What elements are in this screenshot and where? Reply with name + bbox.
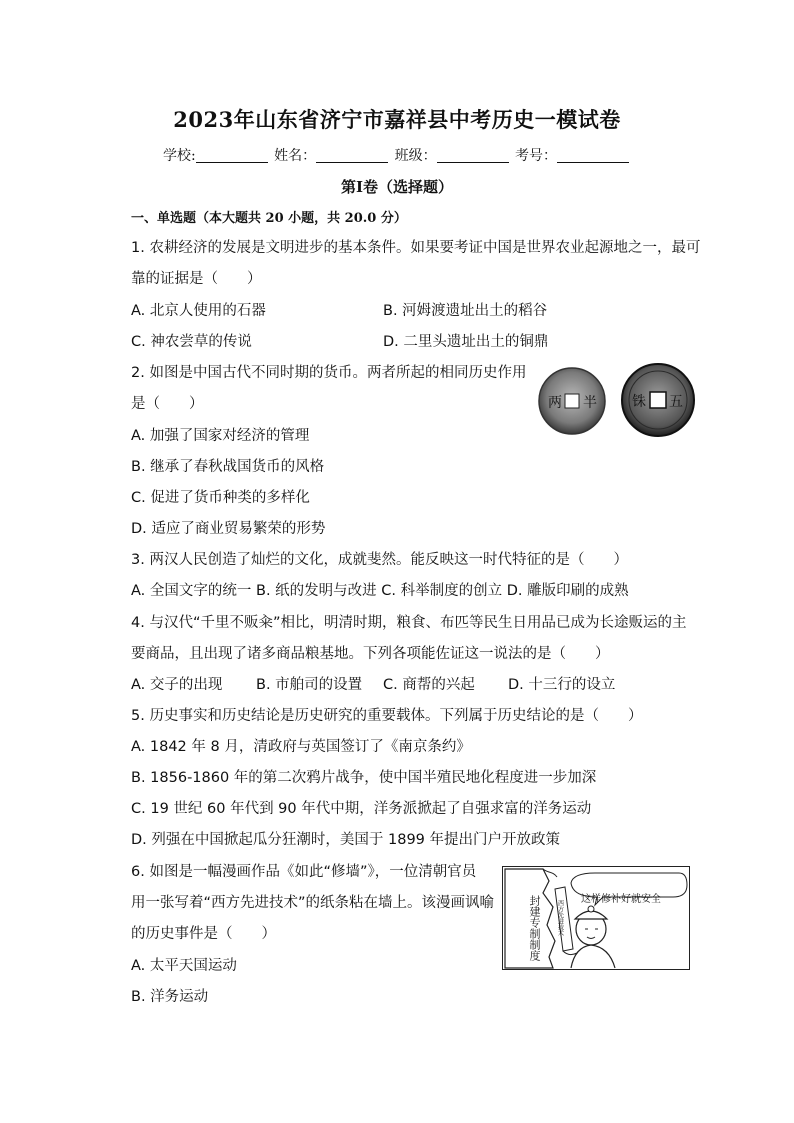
- q1-option-c: C. 神农尝草的传说: [131, 334, 252, 350]
- banliang-coin: [539, 368, 605, 434]
- school-blank: [196, 147, 268, 163]
- q4-option-b: B. 市舶司的设置: [256, 677, 363, 693]
- wuzhu-coin: [622, 364, 694, 436]
- coins-illustration: [536, 360, 696, 440]
- q2-option-d: D. 适应了商业贸易繁荣的形势: [131, 521, 326, 537]
- q6-stem-line-3: 的历史事件是（ ）: [131, 926, 276, 942]
- cartoon-speech-text: 这样修补好就安全: [581, 894, 661, 905]
- exam-number-blank: [557, 147, 629, 163]
- q4-option-a: A. 交子的出现: [131, 677, 223, 693]
- q2-stem-line-2: 是（ ）: [131, 396, 204, 412]
- q2-option-c: C. 促进了货币种类的多样化: [131, 490, 310, 506]
- q4-option-c: C. 商帮的兴起: [383, 677, 475, 693]
- q1-stem-line-1: 1. 农耕经济的发展是文明进步的基本条件。如果要考证中国是世界农业起源地之一，最可: [131, 240, 701, 256]
- q5-option-d: D. 列强在中国掀起瓜分狂潮时，美国于 1899 年提出门户开放政策: [131, 832, 561, 848]
- q1-option-b: B. 河姆渡遗址出土的稻谷: [383, 303, 548, 319]
- q1-option-a: A. 北京人使用的石器: [131, 303, 266, 319]
- student-info-row: [0, 145, 794, 165]
- q1-option-d: D. 二里头遗址出土的铜鼎: [383, 334, 549, 350]
- q3-stem-line-1: 3. 两汉人民创造了灿烂的文化，成就斐然。能反映这一时代特征的是（ ）: [131, 552, 628, 568]
- section-title: 一、单选题（本大题共 20 小题，共 20.0 分）: [131, 211, 407, 226]
- q6-option-a: A. 太平天国运动: [131, 958, 237, 974]
- class-label: 班级：: [394, 148, 437, 164]
- q2-option-b: B. 继承了春秋战国货币的风格: [131, 459, 325, 475]
- name-label: 姓名：: [274, 148, 317, 164]
- part-title: 第I卷（选择题）: [340, 178, 454, 196]
- exam-title: 2023年山东省济宁市嘉祥县中考历史一模试卷: [173, 107, 621, 132]
- cartoon-paper-text: 西方先进技术: [556, 900, 564, 936]
- q2-stem-line-1: 2. 如图是中国古代不同时期的货币。两者所起的相同历史作用: [131, 365, 527, 381]
- class-blank: [437, 147, 509, 163]
- q5-option-a: A. 1842 年 8 月，清政府与英国签订了《南京条约》: [131, 739, 471, 755]
- q5-option-b: B. 1856-1860 年的第二次鸦片战争，使中国半殖民地化程度进一步加深: [131, 770, 597, 786]
- q6-stem-line-2: 用一张写着“西方先进技术”的纸条粘在墙上。该漫画讽喻: [131, 895, 495, 911]
- q2-option-a: A. 加强了国家对经济的管理: [131, 428, 310, 444]
- exam-number-label: 考号：: [515, 148, 558, 164]
- ancient-coins-figure: [536, 360, 696, 440]
- q6-option-b: B. 洋务运动: [131, 989, 209, 1005]
- q5-option-c: C. 19 世纪 60 年代到 90 年代中期，洋务派掀起了自强求富的洋务运动: [131, 801, 592, 817]
- q4-stem-line-1: 4. 与汉代“千里不贩籴”相比，明清时期，粮食、布匹等民生日用品已成为长途贩运的主: [131, 615, 687, 631]
- coin-left-char-1: 两: [548, 395, 562, 411]
- q4-stem-line-2: 要商品，且出现了诸多商品粮基地。下列各项能佐证这一说法的是（ ）: [131, 646, 610, 662]
- school-label: 学校:: [162, 148, 196, 164]
- coin-right-char-2: 五: [669, 394, 683, 410]
- q5-stem-line-1: 5. 历史事实和历史结论是历史研究的重要载体。下列属于历史结论的是（ ）: [131, 708, 643, 724]
- q1-stem-line-2: 靠的证据是（ ）: [131, 271, 262, 287]
- cartoon-wall-text: 封建专制制度: [528, 895, 541, 961]
- q4-option-d: D. 十三行的设立: [508, 677, 616, 693]
- coin-right-char-1: 铢: [632, 394, 646, 410]
- q6-stem-line-1: 6. 如图是一幅漫画作品《如此“修墙”》，一位清朝官员: [131, 864, 477, 880]
- cartoon-figure: [502, 866, 690, 970]
- q3-options: A. 全国文字的统一 B. 纸的发明与改进 C. 科举制度的创立 D. 雕版印刷的成熟: [131, 583, 629, 599]
- coin-left-char-2: 半: [583, 395, 597, 411]
- name-blank: [316, 147, 388, 163]
